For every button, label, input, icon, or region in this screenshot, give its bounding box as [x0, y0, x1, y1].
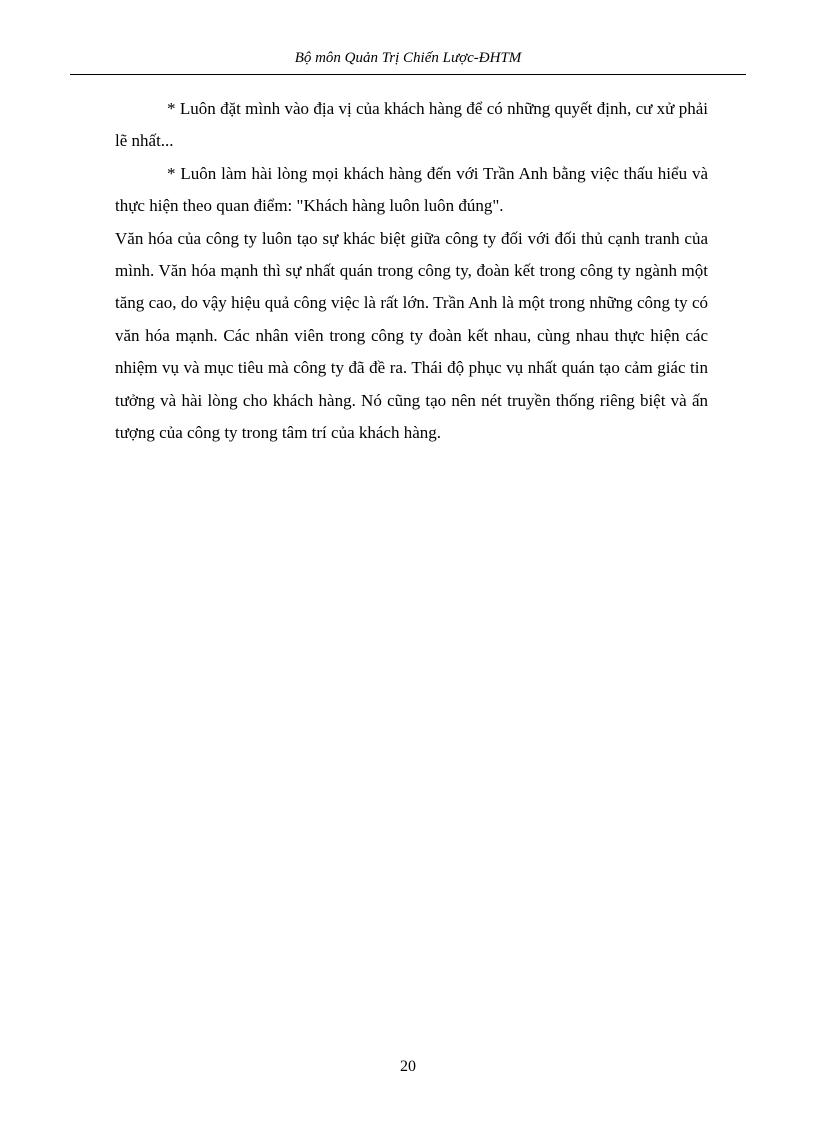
bullet-paragraph: * Luôn đặt mình vào địa vị của khách hàng để có những quyết định, cư xử phải lẽ nhất...	[115, 99, 708, 151]
header-title: Bộ môn Quản Trị Chiến Lược-ĐHTM	[294, 50, 522, 66]
page-number-label: 20	[400, 1058, 416, 1075]
document-body	[115, 93, 708, 449]
page-header	[0, 48, 816, 68]
page-number	[0, 1057, 816, 1077]
bullet-paragraph: * Luôn làm hài lòng mọi khách hàng đến với Trần Anh bằng việc thấu hiểu và thực hiện theo quan điểm: "Khách hàng luôn luôn đúng".	[115, 163, 708, 216]
body-paragraph: Văn hóa của công ty luôn tạo sự khác biệt giữa công ty đối với đối thủ cạnh tranh của mình. Văn hóa mạnh thì sự nhất quán trong công ty, đoàn kết trong công ty ngành một tăng cao, do vậy hiệu quả công việc là rất lớn. Trần Anh là một trong những công ty có văn hóa mạnh. Các nhân viên trong công ty đoàn kết nhau, cùng nhau thực hiện các nhiệm vụ và mục tiêu mà công ty đã đề ra. Thái độ phục vụ nhất quán tạo cảm giác tin tưởng và hài lòng cho khách hàng. Nó cũng tạo nên nét truyền thống riêng biệt và ấn tượng của công ty trong tâm trí của khách hàng.	[115, 228, 708, 443]
header-divider	[70, 74, 746, 75]
